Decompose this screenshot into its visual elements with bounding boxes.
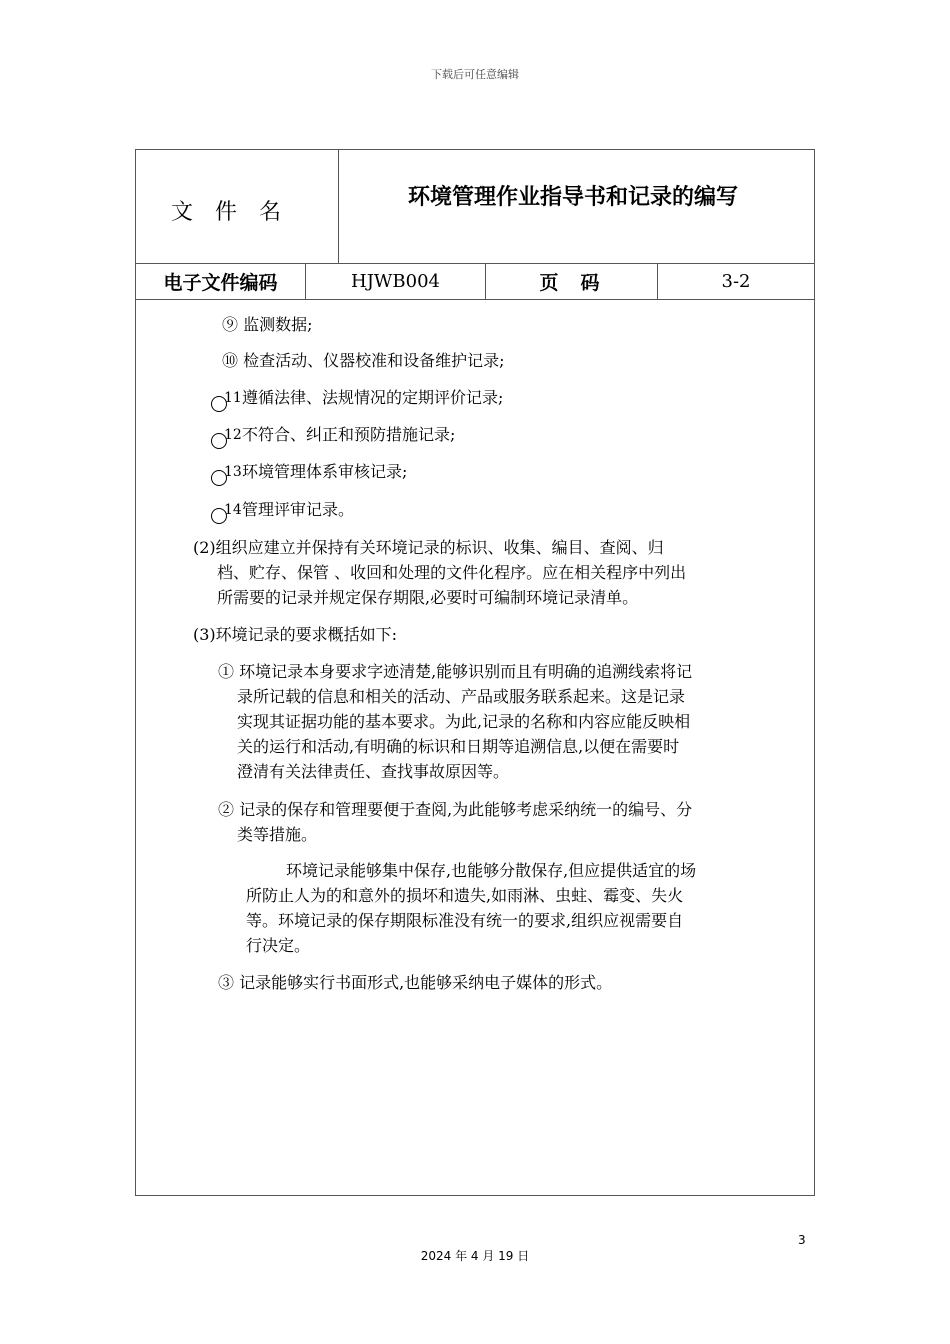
title-row [136, 150, 814, 264]
section-2-line: (2)组织应建立并保持有关环境记录的标识、收集、编目、查阅、归 [193, 538, 664, 557]
item-11: 遵循法律、法规情况的定期评价记录; [242, 388, 504, 407]
storage-paragraph-line: 等。环境记录的保存期限标准没有统一的要求,组织应视需要自 [246, 911, 684, 930]
page-number: 3 [798, 1233, 806, 1247]
section-2-line: 所需要的记录并规定保存期限,必要时可编制环境记录清单。 [217, 588, 639, 607]
item-13-number: 13 [224, 464, 242, 480]
page-value: 3-2 [721, 271, 751, 292]
storage-paragraph-line: 所防止人为的和意外的损坏和遗失,如雨淋、虫蛀、霉变、失火 [246, 886, 684, 905]
section-2-line: 档、贮存、保管 、收回和处理的文件化程序。应在相关程序中列出 [217, 563, 687, 582]
requirement-2-line: 类等措施。 [237, 825, 318, 844]
code-row [136, 264, 814, 300]
requirement-1-line: 关的运行和活动,有明确的标识和日期等追溯信息,以便在需要时 [237, 737, 680, 756]
section-3-heading: (3)环境记录的要求概括如下: [193, 625, 398, 644]
footer-date: 2024 年 4 月 19 日 [420, 1249, 530, 1263]
code-value: HJWB004 [306, 264, 486, 299]
document-title: 环境管理作业指导书和记录的编写 [407, 185, 738, 210]
page-label: 页码 [486, 264, 658, 299]
requirement-1-line: ① 环境记录本身要求字迹清楚,能够识别而且有明确的追溯线索将记 [218, 662, 693, 681]
storage-paragraph-line: 环境记录能够集中保存,也能够分散保存,但应提供适宜的场 [286, 861, 697, 880]
requirement-1-line: 澄清有关法律责任、查找事故原因等。 [237, 762, 510, 781]
item-9: ⑨ 监测数据; [222, 315, 313, 334]
requirement-1-line: 录所记载的信息和相关的活动、产品或服务联系起来。这是记录 [237, 687, 686, 706]
requirement-1-line: 实现其证据功能的基本要求。为此,记录的名称和内容应能反映相 [237, 712, 691, 731]
item-14-number: 14 [224, 502, 242, 518]
item-12-number: 12 [224, 427, 242, 443]
item-12: 不符合、纠正和预防措施记录; [242, 425, 456, 444]
item-10: ⑩ 检查活动、仪器校准和设备维护记录; [222, 351, 505, 370]
storage-paragraph-line: 行决定。 [246, 936, 311, 955]
requirement-3: ③ 记录能够实行书面形式,也能够采纳电子媒体的形式。 [218, 973, 613, 992]
header-note: 下载后可任意编辑 [431, 68, 519, 81]
item-11-number: 11 [224, 390, 242, 406]
item-14: 管理评审记录。 [242, 500, 355, 519]
requirement-2-line: ② 记录的保存和管理要便于查阅,为此能够考虑采纳统一的编号、分 [218, 800, 693, 819]
file-name-label: 文件名 [136, 150, 339, 263]
code-label: 电子文件编码 [136, 264, 306, 299]
item-13: 环境管理体系审核记录; [242, 462, 408, 481]
